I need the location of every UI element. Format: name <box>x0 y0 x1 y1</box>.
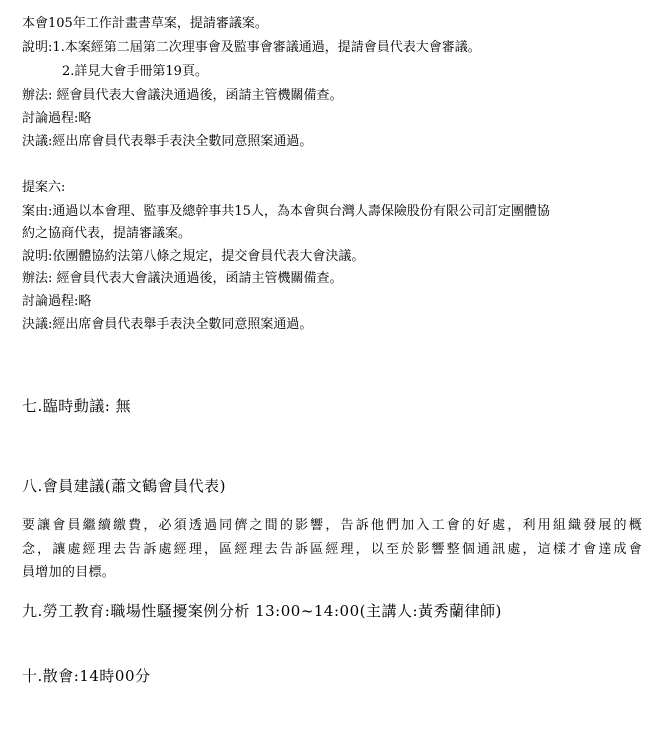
proposal-six-discussion: 討論過程:略 <box>22 294 92 309</box>
proposal-resolution: 決議:經出席會員代表舉手表決全數同意照案通過。 <box>22 134 313 149</box>
proposal-description-2: 2.詳見大會手冊第19頁。 <box>62 64 208 79</box>
member-suggestion-line-1: 要讓會員繼續繳費，必須透過同儕之間的影響，告訴他們加入工會的好處，利用組織發展的概 <box>22 518 642 533</box>
extempore-motion-heading: 七.臨時動議: 無 <box>22 397 132 415</box>
labor-education-heading: 九.勞工教育:職場性騷擾案例分析 13:00~14:00(主講人:黃秀蘭律師) <box>22 602 502 620</box>
proposal-six-reason-2: 約之協商代表，提請審議案。 <box>22 226 192 241</box>
proposal-title: 本會105年工作計畫書草案，提請審議案。 <box>22 16 268 31</box>
proposal-discussion: 討論過程:略 <box>22 111 92 126</box>
proposal-method: 辦法: 經會員代表大會議決通過後，函請主管機關備查。 <box>22 88 343 103</box>
proposal-six-reason-1: 案由:通過以本會理、監事及總幹事共15人，為本會與台灣人壽保險股份有限公司訂定團體協 <box>22 204 550 219</box>
member-suggestion-line-2: 念，讓處經理去告訴處經理，區經理去告訴區經理，以至於影響整個通訊處，這樣才會達成會 <box>22 542 642 557</box>
proposal-description-1: 說明:1.本案經第二屆第二次理事會及監事會審議通過，提請會員代表大會審議。 <box>22 40 481 55</box>
proposal-six-description: 說明:依團體協約法第八條之規定，提交會員代表大會決議。 <box>22 249 365 264</box>
adjournment-heading: 十.散會:14時00分 <box>22 667 151 685</box>
member-suggestion-line-3: 員增加的目標。 <box>22 565 116 580</box>
proposal-six-title: 提案六: <box>22 180 66 195</box>
proposal-six-method: 辦法: 經會員代表大會議決通過後，函請主管機關備查。 <box>22 271 343 286</box>
proposal-six-resolution: 決議:經出席會員代表舉手表決全數同意照案通過。 <box>22 317 313 332</box>
member-suggestion-heading: 八.會員建議(蕭文鶴會員代表) <box>22 477 226 495</box>
